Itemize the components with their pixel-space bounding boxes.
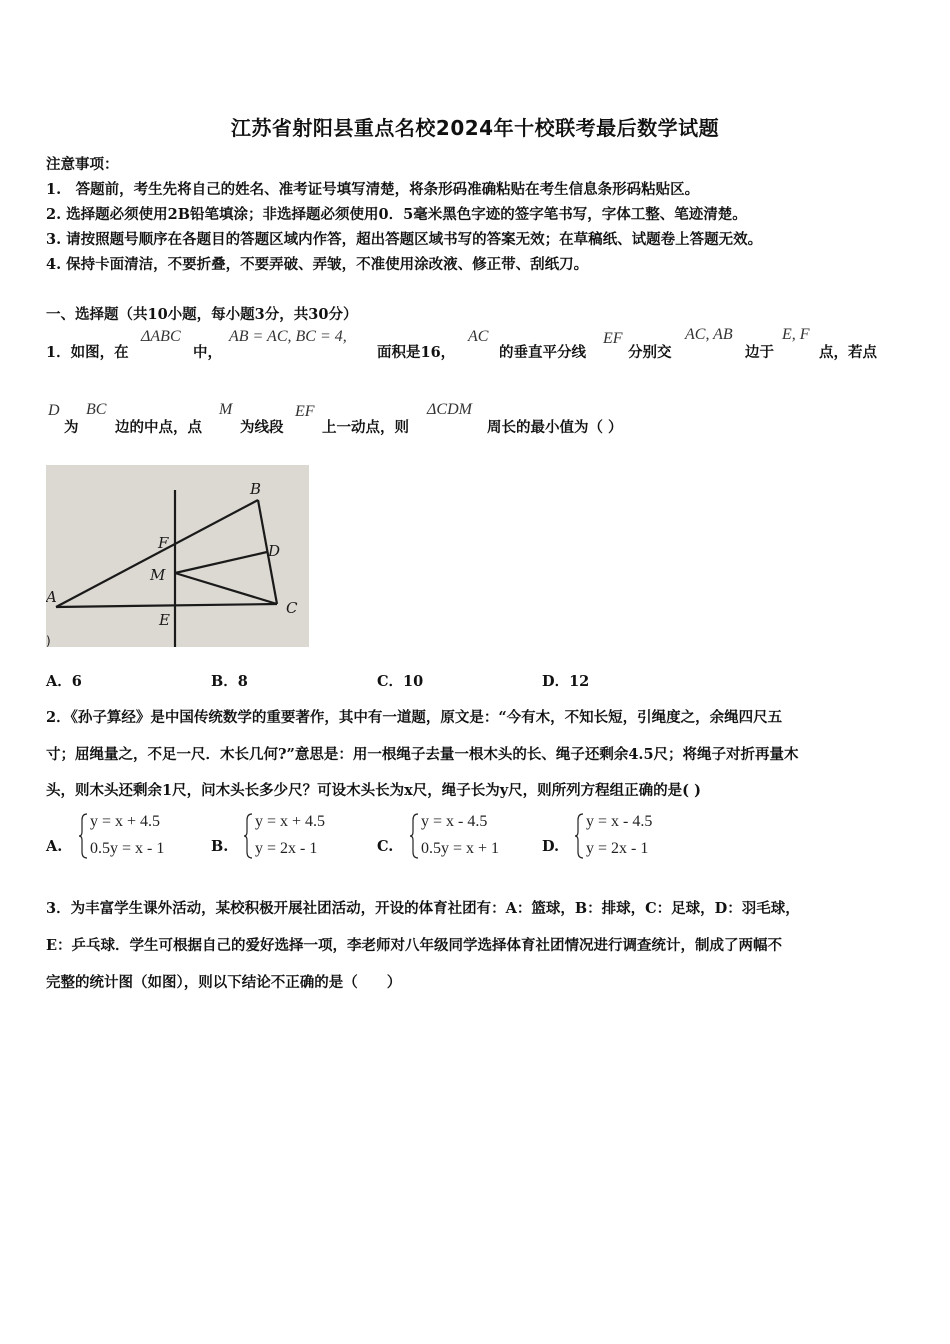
note-item: 3. 请按照题号顺序在各题目的答题区域内作答，超出答题区域书写的答案无效；在草稿纸、试题卷上答题无效。	[46, 231, 763, 248]
q1-math: EF	[603, 330, 623, 347]
triangle-diagram	[46, 465, 309, 647]
q2-text: 头，则木头还剩余1尺，问木头长多少尺？可设木头长为x尺，绳子长为y尺，则所列方程组正确的是( )	[46, 782, 701, 799]
notes-heading: 注意事项：	[46, 156, 119, 173]
q1-math: AB = AC, BC = 4,	[229, 328, 347, 345]
segment-mc	[175, 573, 277, 604]
q1-math: BC	[86, 401, 107, 418]
note-item: 4. 保持卡面清洁，不要折叠，不要弄破、弄皱，不准使用涂改液、修正带、刮纸刀。	[46, 256, 589, 273]
q1-math: ΔCDM	[427, 401, 472, 418]
q1-math: ΔABC	[141, 328, 181, 345]
note-item: 2. 选择题必须使用2B铅笔填涂；非选择题必须使用0．5毫米黑色字迹的签字笔书写，字体工整、笔迹清楚。	[46, 206, 747, 223]
q1-option-b[interactable]: B．8	[211, 673, 248, 690]
q1-math: AC	[468, 328, 489, 345]
brace-icon	[243, 813, 253, 859]
segment-ab	[56, 500, 258, 607]
q1-text: 的垂直平分线	[499, 344, 586, 361]
q2-option-b-label[interactable]: B.	[211, 838, 229, 855]
svg-text:): )	[46, 634, 51, 647]
segment-ac	[56, 604, 277, 607]
q1-text: 1．如图，在	[46, 344, 129, 361]
q3-text: 3．为丰富学生课外活动，某校积极开展社团活动，开设的体育社团有：A：篮球，B：排球，C：足球，D：羽毛球，	[46, 900, 800, 917]
q1-text: 点，若点	[819, 344, 877, 361]
section-heading: 一、选择题（共10小题，每小题3分，共30分）	[46, 306, 358, 323]
brace-icon	[409, 813, 419, 859]
equation-2: 0.5y = x - 1	[90, 840, 165, 857]
brace-icon	[78, 813, 88, 859]
q2-option-a-label[interactable]: A.	[46, 838, 63, 855]
q1-text: 边于	[745, 344, 774, 361]
q1-figure	[46, 465, 309, 647]
q3-text: 完整的统计图（如图），则以下结论不正确的是（ ）	[46, 974, 402, 991]
q1-option-c[interactable]: C．10	[377, 673, 424, 690]
fig-label-m: M	[150, 566, 166, 584]
q1-math: EF	[295, 403, 315, 420]
segment-md	[175, 552, 267, 573]
q1-math: M	[219, 401, 233, 418]
q3-text: E：乒乓球．学生可根据自己的爱好选择一项，李老师对八年级同学选择体育社团情况进行调查统计，制成了两幅不	[46, 937, 783, 954]
page-title: 江苏省射阳县重点名校2024年十校联考最后数学试题	[230, 116, 720, 140]
q2-option-c-label[interactable]: C.	[377, 838, 394, 855]
fig-label-b: B	[250, 480, 262, 498]
equation-2: 0.5y = x + 1	[421, 840, 500, 857]
note-item: 1. 答题前，考生先将自己的姓名、准考证号填写清楚，将条形码准确粘贴在考生信息条形码粘贴区。	[46, 181, 700, 198]
q1-text: 边的中点，点	[115, 419, 202, 436]
fig-label-d: D	[268, 542, 281, 560]
equation-2: y = 2x - 1	[255, 840, 318, 857]
q1-text: 面积是16，	[377, 344, 456, 361]
q2-option-d-label[interactable]: D.	[542, 838, 560, 855]
fig-label-a: A	[46, 588, 57, 606]
equation-1: y = x - 4.5	[586, 813, 653, 830]
q2-text: 2．《孙子算经》是中国传统数学的重要著作，其中有一道题，原文是：“今有木，不知长短，引绳度之，余绳四尺五	[46, 709, 783, 726]
fig-label-e: E	[159, 611, 170, 629]
q1-text: 为线段	[240, 419, 284, 436]
q1-text: 为	[64, 419, 79, 436]
q1-option-a[interactable]: A．6	[46, 673, 82, 690]
q1-text: 分别交	[628, 344, 672, 361]
equation-1: y = x - 4.5	[421, 813, 488, 830]
q1-math: AC, AB	[685, 326, 733, 343]
q1-option-d[interactable]: D．12	[542, 673, 590, 690]
q1-text: 中，	[193, 344, 222, 361]
q1-math: E, F	[782, 326, 810, 343]
equation-1: y = x + 4.5	[255, 813, 326, 830]
equation-1: y = x + 4.5	[90, 813, 161, 830]
equation-2: y = 2x - 1	[586, 840, 649, 857]
fig-label-f: F	[158, 534, 169, 552]
q1-math: D	[48, 402, 60, 419]
q1-text: 周长的最小值为（ ）	[487, 419, 623, 436]
fig-label-c: C	[286, 599, 298, 617]
q1-text: 上一动点，则	[322, 419, 409, 436]
q2-text: 寸；屈绳量之，不足一尺．木长几何?”意思是：用一根绳子去量一根木头的长、绳子还剩余4.5尺；将绳子对折再量木	[46, 746, 799, 763]
brace-icon	[574, 813, 584, 859]
